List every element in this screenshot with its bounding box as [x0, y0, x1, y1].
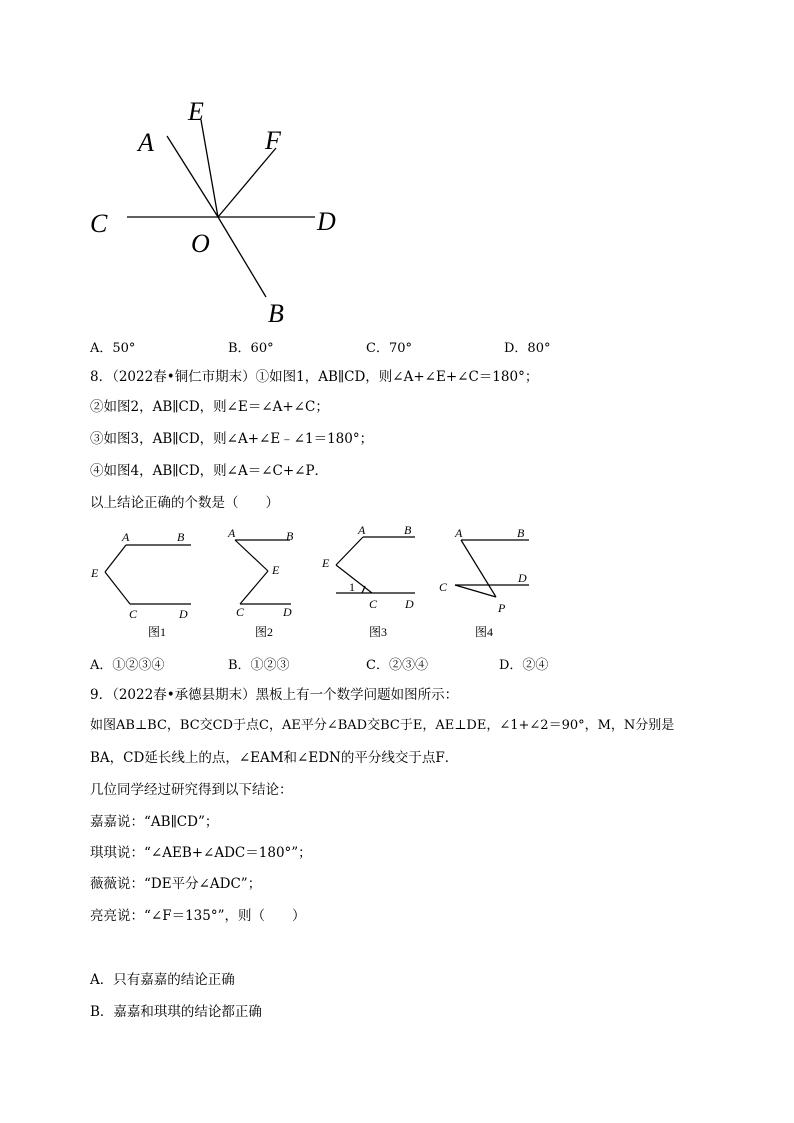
- fig1-label-e: E: [91, 566, 99, 580]
- q8-option-b: B．①②③: [228, 658, 290, 673]
- fig1-label-b: B: [177, 530, 185, 544]
- q9-heading: 9．（2022春•承德县期末）黑板上有一个数学问题如图所示：: [90, 687, 459, 703]
- fig2-label-b: B: [286, 529, 294, 543]
- fig3-label-1: 1: [349, 580, 355, 594]
- fig1-label-c: C: [129, 607, 138, 621]
- fig3-line-ae: [336, 537, 363, 565]
- fig3-label-a: A: [358, 523, 366, 537]
- q8-stem-line2: ②如图2，AB∥CD，则∠E＝∠A+∠C；: [90, 399, 329, 415]
- q9-stem-line2: BA，CD延长线上的点，∠EAM和∠EDN的平分线交于点F．: [90, 750, 459, 766]
- label-f: F: [265, 126, 281, 155]
- fig4-label-a: A: [455, 526, 463, 540]
- fig2-line-ec: [240, 571, 268, 604]
- q8-option-d: D．②④: [499, 658, 549, 673]
- fig2-label-d: D: [283, 605, 292, 619]
- q8-question: 以上结论正确的个数是（ ）: [90, 495, 279, 511]
- q8-option-c: C．②③④: [366, 658, 428, 673]
- q8-stem-line4: ④如图4，AB∥CD，则∠A＝∠C+∠P．: [90, 463, 329, 479]
- q7-option-d: D．80°: [504, 341, 551, 356]
- fig1-caption: 图1: [148, 625, 167, 639]
- fig4-caption: 图4: [475, 625, 494, 639]
- fig1-line-ae: [105, 545, 126, 572]
- fig2-label-c: C: [236, 605, 245, 619]
- q9-claim-qiqi: 琪琪说：“∠AEB+∠ADC＝180°”；: [90, 845, 312, 861]
- q8-figures: [85, 520, 545, 645]
- q9-claim-jiajia: 嘉嘉说：“AB∥CD”；: [90, 814, 219, 830]
- q8-option-a: A．①②③④: [90, 658, 165, 673]
- q8-stem-line1: 8．（2022春•铜仁市期末）①如图1，AB∥CD，则∠A+∠E+∠C＝180°；: [90, 369, 539, 385]
- fig4-label-p: P: [498, 601, 506, 615]
- fig2-caption: 图2: [255, 625, 274, 639]
- label-e: E: [188, 97, 204, 126]
- q8-stem-line3: ③如图3，AB∥CD，则∠A+∠E﹣∠1＝180°；: [90, 431, 374, 447]
- q7-option-a: A．50°: [90, 341, 136, 356]
- label-d: D: [317, 207, 336, 236]
- q9-intro: 几位同学经过研究得到以下结论：: [90, 782, 293, 798]
- fig4-label-c: C: [439, 580, 448, 594]
- angle-figure: [80, 90, 360, 330]
- fig4-label-b: B: [517, 526, 525, 540]
- label-b: B: [268, 299, 284, 328]
- fig3-caption: 图3: [369, 625, 388, 639]
- q7-option-c: C．70°: [366, 341, 412, 356]
- fig1-label-a: A: [122, 530, 130, 544]
- q9-option-a: A．只有嘉嘉的结论正确: [90, 972, 235, 988]
- fig3-label-d: D: [405, 597, 414, 611]
- q9-stem-line1: 如图AB⊥BC，BC交CD于点C，AE平分∠BAD交BC于E，AE⊥DE，∠1+∠2＝90°，M，N分别是: [90, 718, 675, 733]
- label-o: O: [191, 229, 210, 258]
- fig1-line-ec: [105, 572, 130, 604]
- label-c: C: [90, 209, 108, 238]
- fig3-label-b: B: [404, 523, 412, 537]
- q7-option-b: B．60°: [228, 341, 274, 356]
- fig2-label-e: E: [272, 563, 280, 577]
- q9-option-b: B．嘉嘉和琪琪的结论都正确: [90, 1004, 262, 1020]
- fig2-label-a: A: [228, 526, 236, 540]
- q9-claim-liangliang: 亮亮说：“∠F＝135°”，则（ ）: [90, 908, 306, 924]
- fig3-label-c: C: [369, 597, 378, 611]
- label-a: A: [138, 128, 154, 157]
- fig3-label-e: E: [322, 556, 330, 570]
- ray-ob: [218, 217, 266, 297]
- fig4-label-d: D: [518, 571, 527, 585]
- fig2-line-ae: [235, 540, 268, 571]
- q9-claim-weiwei: 薇薇说：“DE平分∠ADC”；: [90, 876, 262, 892]
- ray-of: [218, 148, 276, 217]
- fig1-label-d: D: [179, 607, 188, 621]
